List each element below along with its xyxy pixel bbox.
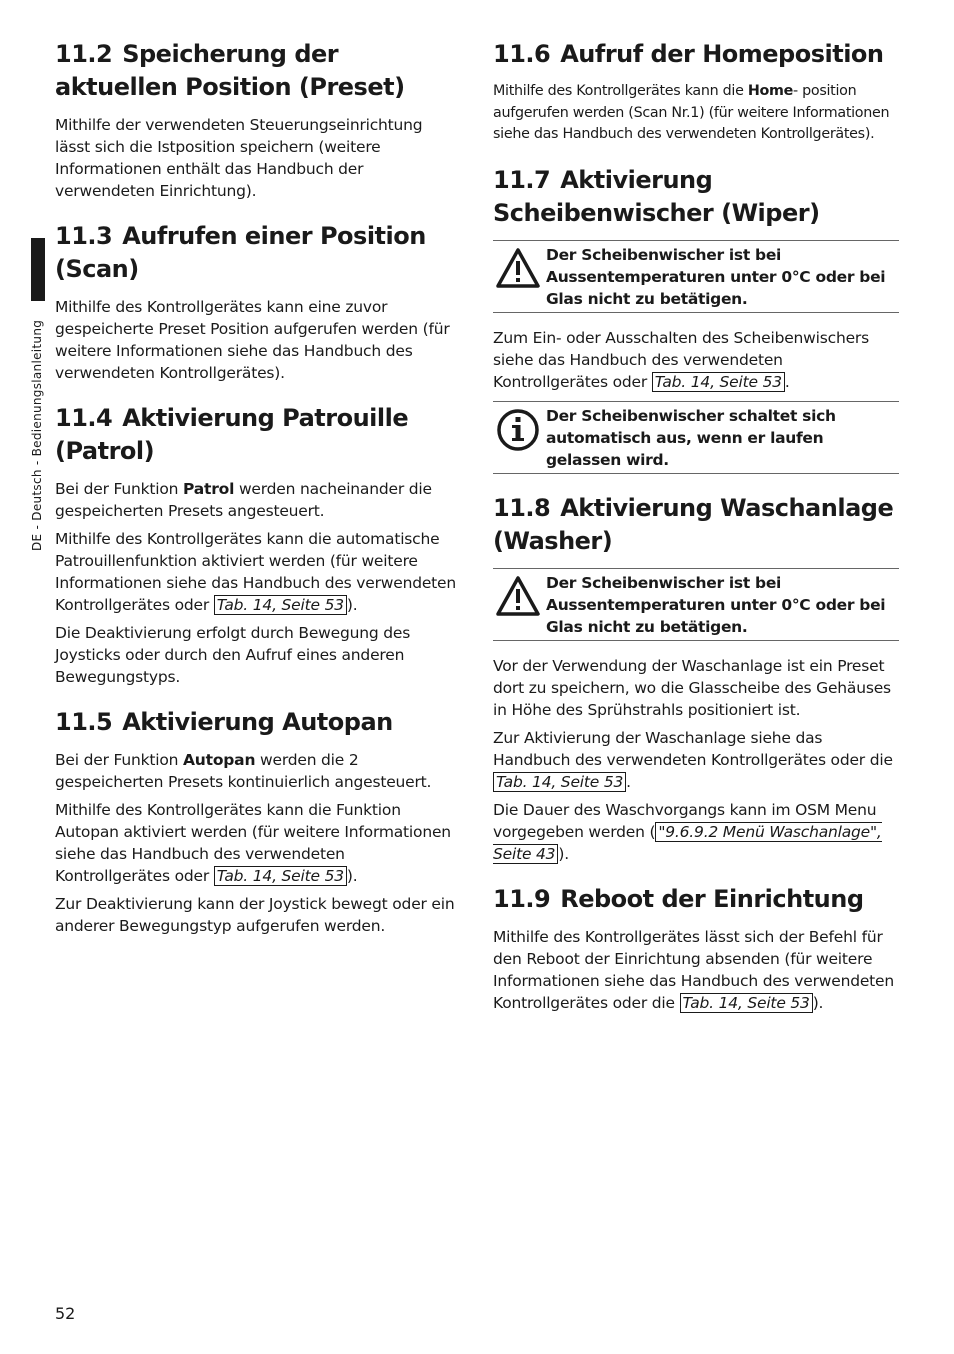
warning-note — [493, 568, 899, 641]
section-11-6 — [493, 38, 899, 146]
section-heading: 11.3 Aufrufen einer Position (Scan) — [55, 222, 426, 283]
paragraph: Zur Aktivierung der Waschanlage siehe das Handbuch des verwendeten Kontrollgerätes oder die Tab. 14, Seite 53 . — [493, 728, 893, 791]
paragraph: Zum Ein- oder Ausschalten des Scheibenwischers siehe das Handbuch des verwendeten Kontrollgerätes oder Tab. 14, Seite 53 . — [493, 328, 869, 391]
warning-note — [493, 240, 899, 313]
sidebar-marker — [31, 238, 45, 301]
cross-reference-link[interactable]: Tab. 14, Seite 53 — [214, 866, 347, 886]
cross-reference-link[interactable]: Tab. 14, Seite 53 — [493, 772, 626, 792]
paragraph: Zur Deaktivierung kann der Joystick bewegt oder ein anderer Bewegungstyp aufgerufen werden. — [55, 895, 455, 935]
section-heading: 11.7 Aktivierung Scheibenwischer (Wiper) — [493, 165, 820, 227]
paragraph: Mithilfe des Kontrollgerätes kann die automatische Patrouillenfunktion aktiviert werden (für weitere Informationen siehe das Handbuch des verwendeten Kontrollgerätes oder Tab. 14, Seite 53 ). — [55, 530, 457, 614]
warning-text: Der Scheibenwischer ist bei Aussentemperaturen unter 0°C oder bei Glas nicht zu betätigen. — [546, 573, 886, 636]
right-column — [493, 38, 899, 1032]
section-heading: 11.9 Reboot der Einrichtung — [493, 884, 864, 913]
cross-reference-link[interactable]: Tab. 14, Seite 53 — [680, 993, 813, 1013]
info-note — [493, 401, 899, 474]
section-11-9 — [493, 883, 899, 1014]
section-11-2 — [55, 38, 460, 202]
warning-text: Der Scheibenwischer ist bei Aussentemperaturen unter 0°C oder bei Glas nicht zu betätigen. — [546, 245, 886, 308]
section-11-5 — [55, 706, 460, 937]
warning-icon — [495, 574, 541, 620]
cross-reference-link[interactable]: Tab. 14, Seite 53 — [214, 595, 347, 615]
info-icon — [495, 407, 541, 453]
sidebar-label: DE - Deutsch - Bedienungslanleitung — [30, 319, 44, 551]
section-11-7 — [493, 164, 899, 474]
section-11-4 — [55, 402, 460, 688]
paragraph: Mithilfe des Kontrollgerätes lässt sich der Befehl für den Reboot der Einrichtung absenden (für weitere Informationen siehe das Handbuch des verwendeten Kontrollgerätes oder die Tab. 14, Seite 53 ). — [493, 927, 895, 1012]
left-column — [55, 38, 460, 955]
info-text: Der Scheibenwischer schaltet sich automatisch aus, wenn er laufen gelassen wird. — [546, 406, 836, 469]
paragraph: Bei der Funktion Patrol werden nacheinander die gespeicherten Presets angesteuert. — [55, 480, 432, 520]
paragraph: Mithilfe des Kontrollgerätes kann eine zuvor gespeicherte Preset Position aufgerufen werden (für weitere Informationen siehe das Handbuch des verwendeten Kontrollgerätes). — [55, 298, 450, 382]
section-11-8 — [493, 492, 899, 865]
section-heading: 11.2 Speicherung der aktuellen Position (Preset) — [55, 40, 405, 101]
paragraph: Bei der Funktion Autopan werden die 2 gespeicherten Presets kontinuierlich angesteuert. — [55, 751, 432, 791]
paragraph: Vor der Verwendung der Waschanlage ist ein Preset dort zu speichern, wo die Glasscheibe des Gehäuses in Höhe des Sprühstrahls positioniert ist. — [493, 656, 891, 719]
section-heading: 11.4 Aktivierung Patrouille (Patrol) — [55, 404, 409, 465]
paragraph: Die Dauer des Waschvorgangs kann im OSM Menu vorgegeben werden ( "9.6.9.2 Menü Waschanlage", Seite 43 ). — [493, 800, 882, 863]
section-heading: 11.5 Aktivierung Autopan — [55, 708, 393, 736]
warning-icon — [495, 246, 541, 292]
section-heading: 11.6 Aufruf der Homeposition — [493, 40, 884, 68]
paragraph: Mithilfe des Kontrollgerätes kann die Home- position aufgerufen werden (Scan Nr.1) (für weitere Informationen siehe das Handbuch des verwendeten Kontrollgerätes). — [493, 83, 890, 142]
section-heading: 11.8 Aktivierung Waschanlage (Washer) — [493, 493, 894, 555]
paragraph: Mithilfe des Kontrollgerätes kann die Funktion Autopan aktiviert werden (für weitere Informationen siehe das Handbuch des verwendeten Kontrollgerätes oder Tab. 14, Seite 53 ). — [55, 801, 451, 885]
paragraph: Mithilfe der verwendeten Steuerungseinrichtung lässt sich die Istposition speichern (weitere Informationen enthält das Handbuch der verwendeten Einrichtung). — [55, 116, 423, 200]
section-11-3 — [55, 220, 460, 384]
paragraph: Die Deaktivierung erfolgt durch Bewegung des Joysticks oder durch den Aufruf eines anderen Bewegungstyps. — [55, 624, 411, 686]
cross-reference-link[interactable]: "9.6.9.2 Menü Waschanlage", Seite 43 — [493, 822, 882, 863]
page-number: 52 — [55, 1304, 76, 1323]
cross-reference-link[interactable]: Tab. 14, Seite 53 — [652, 372, 785, 392]
